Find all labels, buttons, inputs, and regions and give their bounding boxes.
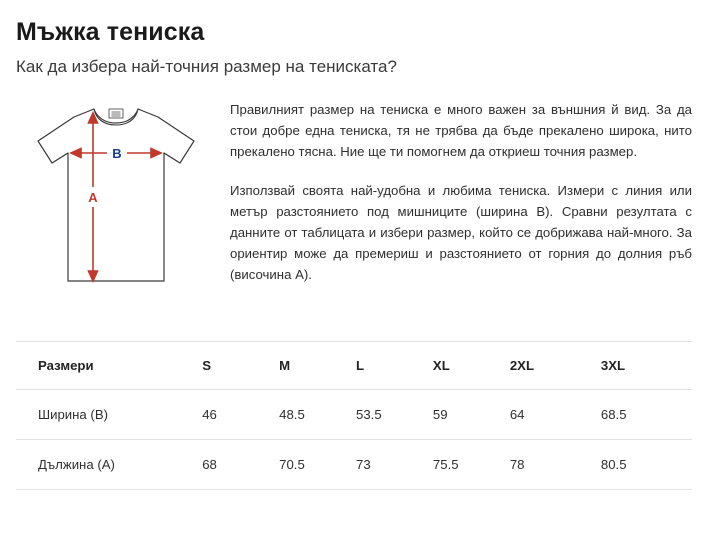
page-title: Мъжка тениска: [16, 18, 205, 46]
width-l: 53.5: [356, 390, 433, 440]
width-2xl: 64: [510, 390, 601, 440]
intro-paragraph-2: Използвай своята най-удобна и любима тениска. Измери с линия или метър разстоянието под мишниците (ширина B). Сравни резултата с данните от таблицата и избери размер, който се добрижава най-много. За ориентир може да премериш и разстоянието от горния до долния ръб (височина A).: [230, 183, 692, 282]
table-row: [16, 390, 692, 440]
size-guide-page: [0, 18, 708, 547]
table-header-row: [16, 342, 692, 390]
length-m: 70.5: [279, 440, 356, 490]
size-table: [16, 341, 692, 490]
length-l: 73: [356, 440, 433, 490]
page-subtitle: Как да избера най-точния размер на тениската?: [16, 57, 397, 76]
header-size-l: L: [356, 342, 433, 390]
width-xl: 59: [433, 390, 510, 440]
header-size-2xl: 2XL: [510, 342, 601, 390]
length-s: 68: [202, 440, 279, 490]
header-size-3xl: 3XL: [601, 342, 692, 390]
length-3xl: 80.5: [601, 440, 692, 490]
header-measure: Размери: [16, 342, 202, 390]
length-xl: 75.5: [433, 440, 510, 490]
tshirt-diagram: [16, 95, 216, 295]
length-2xl: 78: [510, 440, 601, 490]
intro-paragraph-1: Правилният размер на тениска е много важен за външния й вид. За да стои добре една тениска, тя не трябва да бъде прекалено широка, нито прекалено тясна. Ние ще ти помогнем да откриеш точния размер.: [230, 102, 692, 159]
width-3xl: 68.5: [601, 390, 692, 440]
size-table-body: [16, 390, 692, 490]
header-size-s: S: [202, 342, 279, 390]
size-table-container: [0, 341, 708, 490]
header-size-xl: XL: [433, 342, 510, 390]
width-s: 46: [202, 390, 279, 440]
table-row: [16, 440, 692, 490]
header-size-m: M: [279, 342, 356, 390]
row-label-width: Ширина (B): [16, 390, 202, 440]
description-column: [216, 95, 692, 285]
width-label: B: [112, 146, 122, 161]
size-table-head: [16, 342, 692, 390]
intro-section: [16, 95, 692, 295]
height-label: A: [88, 190, 98, 205]
width-m: 48.5: [279, 390, 356, 440]
row-label-length: Дължина (A): [16, 440, 202, 490]
